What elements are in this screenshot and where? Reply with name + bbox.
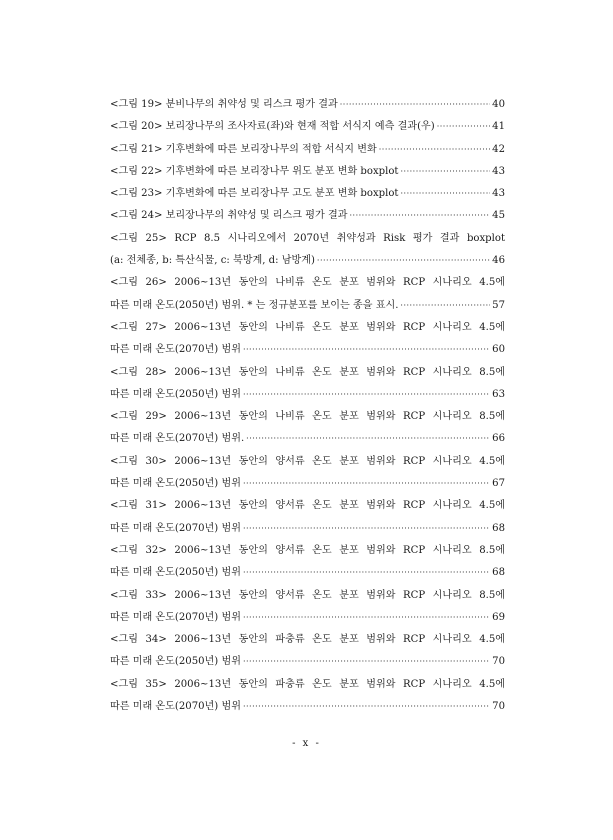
toc-entry-page: 67 [492, 478, 505, 490]
toc-entry-title-line1: <그림 33> 2006~13년 동안의 양서류 온도 분포 범위와 RCP 시나리오 8.5에 [110, 589, 505, 601]
toc-entry-page: 66 [492, 433, 505, 445]
dot-leader [243, 339, 490, 361]
toc-entry[interactable] [110, 272, 505, 317]
toc-entry-page: 43 [492, 188, 505, 200]
toc-entry-title-line1: <그림 32> 2006~13년 동안의 양서류 온도 분포 범위와 RCP 시나리오 8.5에 [110, 544, 505, 556]
toc-entry-title: 따른 미래 온도(2070년) 범위 [110, 522, 241, 534]
toc-entry[interactable] [110, 362, 505, 407]
toc-entry[interactable] [110, 406, 505, 451]
dot-leader [379, 139, 490, 161]
toc-entry-page: 40 [492, 99, 505, 110]
dot-leader [349, 205, 490, 227]
toc-entry[interactable] [110, 183, 505, 205]
dot-leader [243, 651, 490, 673]
dot-leader [243, 518, 490, 540]
toc-entry-title: (a: 전체종, b: 특산식물, c: 북방계, d: 남방계) [110, 255, 315, 267]
toc-entry[interactable] [110, 674, 505, 719]
toc-entry-page: 60 [492, 344, 505, 356]
toc-entry-title-line1: <그림 29> 2006~13년 동안의 나비류 온도 분포 범위와 RCP 시나리오 8.5에 [110, 411, 505, 423]
toc-entry[interactable] [110, 451, 505, 496]
dot-leader [437, 116, 490, 138]
toc-entry-title: <그림 21> 기후변화에 따른 보리장나무의 적합 서식지 변화 [110, 143, 377, 155]
toc-entry-page: 45 [492, 210, 505, 222]
toc-entry-title: 따른 미래 온도(2050년) 범위 [110, 567, 241, 579]
dot-leader [340, 94, 490, 116]
toc-entry-page: 70 [492, 701, 505, 713]
toc-entry-page: 63 [492, 388, 505, 400]
dot-leader [243, 473, 490, 495]
toc-entry[interactable] [110, 116, 505, 138]
toc-entry-title-line1: <그림 28> 2006~13년 동안의 나비류 온도 분포 범위와 RCP 시나리오 8.5에 [110, 366, 505, 378]
toc-entry-title: <그림 19> 분비나무의 취약성 및 리스크 평가 결과 [110, 99, 338, 110]
toc-entry[interactable] [110, 94, 505, 116]
toc-entry-title-line1: <그림 35> 2006~13년 동안의 파충류 온도 분포 범위와 RCP 시나리오 4.5에 [110, 678, 505, 690]
toc-entry-title: 따른 미래 온도(2050년) 범위 [110, 656, 241, 668]
toc-entry-title: 따른 미래 온도(2070년) 범위 [110, 701, 241, 713]
toc-entry-title-line1: <그림 30> 2006~13년 동안의 양서류 온도 분포 범위와 RCP 시나리오 4.5에 [110, 455, 505, 467]
dot-leader [400, 295, 490, 317]
toc-entry[interactable] [110, 139, 505, 161]
toc-entry[interactable] [110, 585, 505, 630]
toc-entry[interactable] [110, 205, 505, 227]
dot-leader [317, 250, 490, 272]
toc-entry-title: <그림 22> 기후변화에 따른 보리장나무 위도 분포 변화 boxplot [110, 165, 399, 177]
toc-entry-page: 57 [492, 299, 505, 311]
toc-entry-page: 41 [492, 121, 505, 133]
page-number: - x - [292, 738, 321, 749]
toc-entry-title-line1: <그림 25> RCP 8.5 시나리오에서 2070년 취약성과 Risk 평가 결과 boxplot [110, 232, 505, 244]
toc-entry[interactable] [110, 629, 505, 674]
toc-entry-title-line1: <그림 34> 2006~13년 동안의 파충류 온도 분포 범위와 RCP 시나리오 4.5에 [110, 634, 505, 646]
table-of-figures [110, 94, 505, 718]
dot-leader [243, 562, 490, 584]
toc-entry-page: 43 [492, 165, 505, 177]
toc-entry-title: 따른 미래 온도(2070년) 범위. [110, 433, 245, 445]
toc-entry[interactable] [110, 495, 505, 540]
dot-leader [243, 696, 490, 718]
dot-leader [401, 183, 491, 205]
toc-entry[interactable] [110, 161, 505, 183]
dot-leader [243, 607, 490, 629]
dot-leader [401, 161, 491, 183]
toc-entry-page: 68 [492, 567, 505, 579]
toc-entry-page: 42 [492, 143, 505, 155]
toc-entry-page: 70 [492, 656, 505, 668]
toc-entry[interactable] [110, 317, 505, 362]
toc-entry-title: <그림 23> 기후변화에 따른 보리장나무 고도 분포 변화 boxplot [110, 188, 399, 200]
toc-entry-title: 따른 미래 온도(2070년) 범위 [110, 344, 241, 356]
toc-entry-title: 따른 미래 온도(2050년) 범위. * 는 정규분포를 보이는 종을 표시. [110, 299, 399, 311]
toc-entry-page: 69 [492, 611, 505, 623]
dot-leader [243, 384, 490, 406]
toc-entry-title: 따른 미래 온도(2050년) 범위 [110, 478, 241, 490]
toc-entry[interactable] [110, 540, 505, 585]
toc-entry-title: 따른 미래 온도(2070년) 범위 [110, 611, 241, 623]
dot-leader [246, 428, 490, 450]
toc-entry-title: <그림 20> 보리장나무의 조사자료(좌)와 현재 적합 서식지 예측 결과(우) [110, 121, 435, 133]
toc-entry-page: 68 [492, 522, 505, 534]
toc-entry-page: 46 [492, 255, 505, 267]
toc-entry-title-line1: <그림 26> 2006~13년 동안의 나비류 온도 분포 범위와 RCP 시나리오 4.5에 [110, 277, 505, 289]
toc-entry[interactable] [110, 228, 505, 273]
toc-entry-title-line1: <그림 27> 2006~13년 동안의 나비류 온도 분포 범위와 RCP 시나리오 4.5에 [110, 321, 505, 333]
toc-entry-title: 따른 미래 온도(2050년) 범위 [110, 388, 241, 400]
toc-entry-title-line1: <그림 31> 2006~13년 동안의 양서류 온도 분포 범위와 RCP 시나리오 4.5에 [110, 500, 505, 512]
toc-entry-title: <그림 24> 보리장나무의 취약성 및 리스크 평가 결과 [110, 210, 348, 222]
